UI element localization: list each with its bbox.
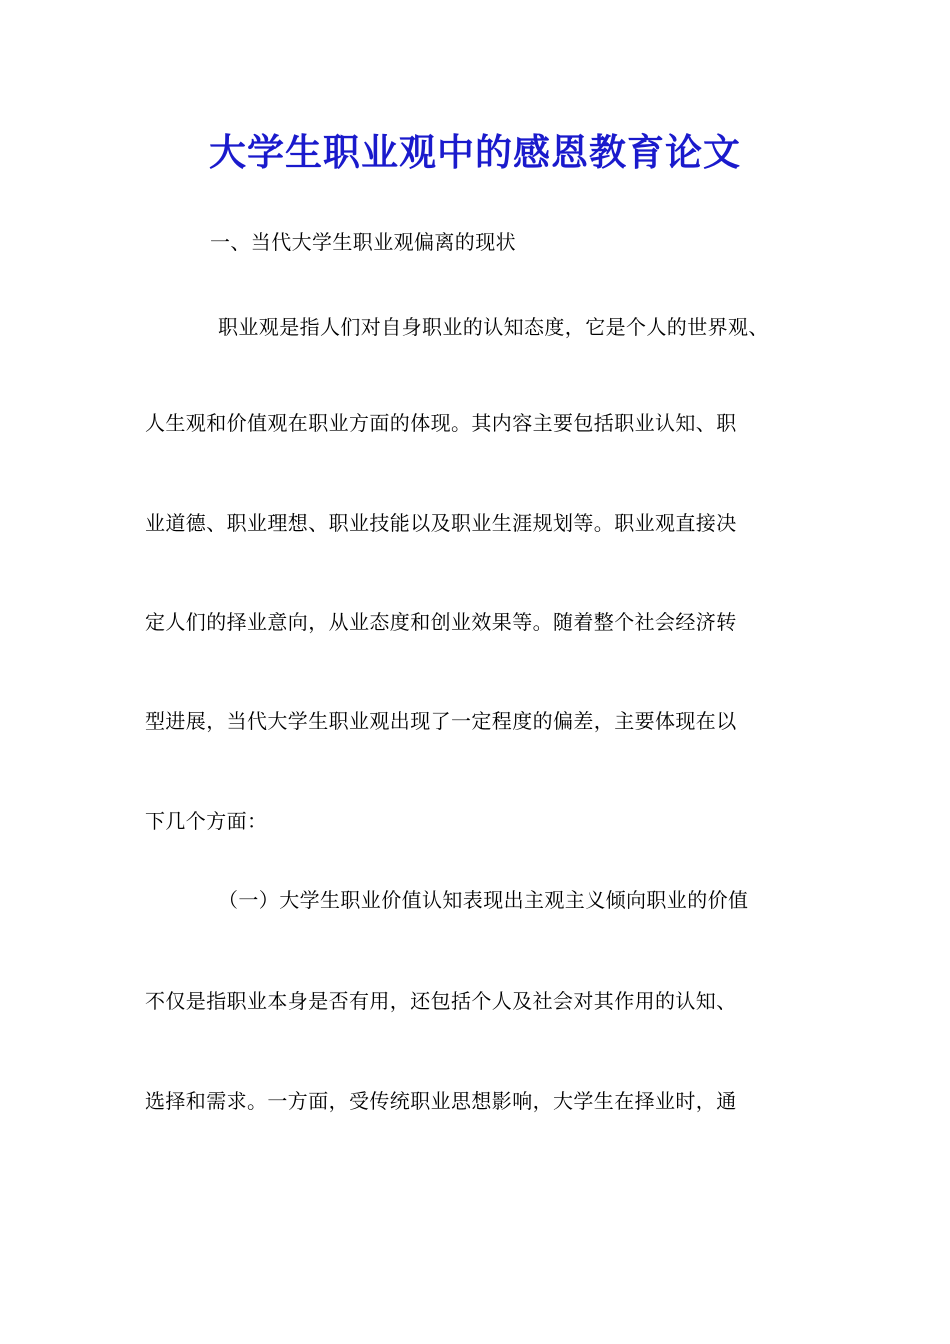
paragraph-line-3: 业道德、职业理想、职业技能以及职业生涯规划等。职业观直接决 [145, 511, 737, 535]
paragraph-line-2: 人生观和价值观在职业方面的体现。其内容主要包括职业认知、职 [145, 411, 737, 435]
section-heading: 一、当代大学生职业观偏离的现状 [210, 230, 516, 254]
page-title: 大学生职业观中的感恩教育论文 [209, 130, 741, 174]
paragraph-line-5: 型进展，当代大学生职业观出现了一定程度的偏差，主要体现在以 [145, 709, 737, 733]
paragraph-line-6: 下几个方面： [145, 809, 268, 833]
paragraph-line-4: 定人们的择业意向，从业态度和创业效果等。随着整个社会经济转 [145, 610, 737, 634]
paragraph-line-1: 职业观是指人们对自身职业的认知态度，它是个人的世界观、 [218, 315, 769, 339]
subsection-line-2: 不仅是指职业本身是否有用，还包括个人及社会对其作用的认知、 [145, 989, 737, 1013]
subsection-line-3: 选择和需求。一方面，受传统职业思想影响，大学生在择业时，通 [145, 1089, 737, 1113]
subsection-line-1: （一）大学生职业价值认知表现出主观主义倾向职业的价值 [218, 888, 749, 912]
